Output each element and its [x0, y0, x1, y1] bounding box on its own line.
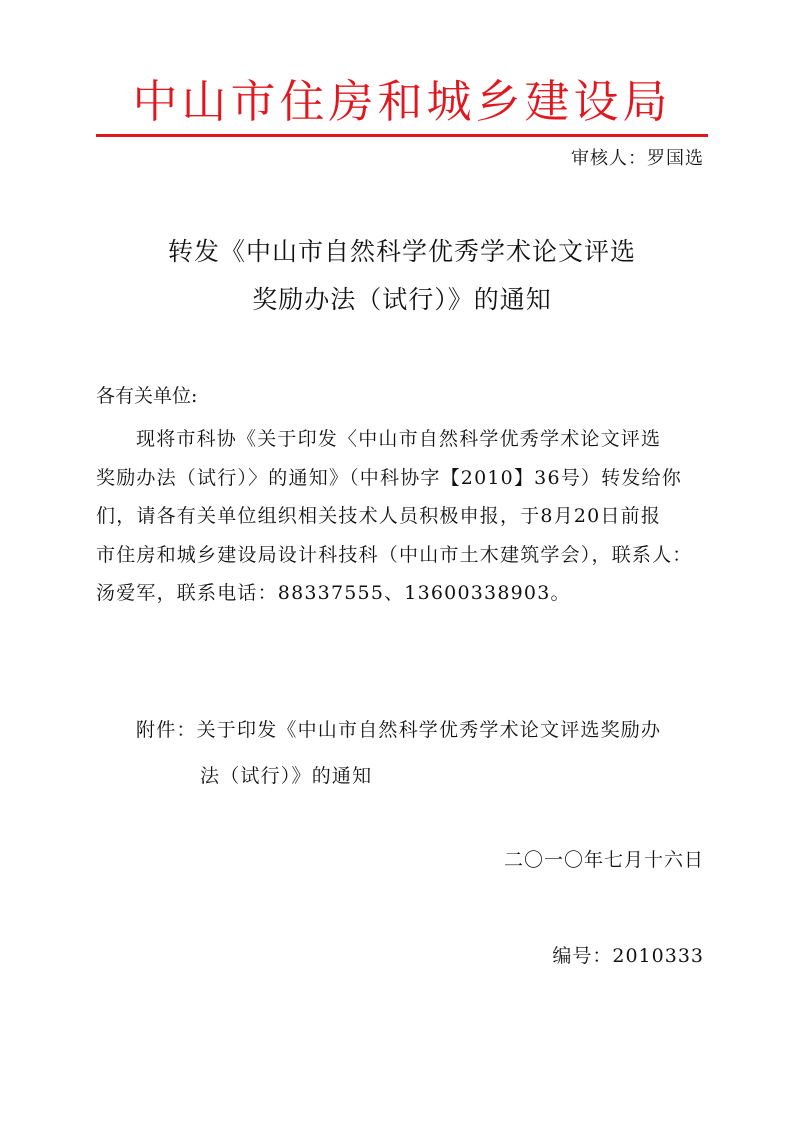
reviewer-line: 审核人：罗国选 [571, 148, 704, 169]
attachment-line-2: 法（试行）》的通知 [200, 765, 373, 787]
document-number: 编号：2010333 [552, 945, 704, 967]
attachment-line-1: 附件：关于印发《中山市自然科学优秀学术论文评选奖励办 [136, 719, 662, 741]
body-line: 们，请各有关单位组织相关技术人员积极申报，于8月20日前报 [96, 505, 662, 527]
body-paragraph [96, 420, 708, 613]
attachment-note [96, 707, 708, 799]
body-line: 奖励办法（试行）〉的通知》（中科协字【2010】36号）转发给你 [96, 466, 682, 489]
issue-date: 二〇一〇年七月十六日 [503, 849, 704, 871]
body-line: 现将市科协《关于印发〈中山市自然科学优秀学术论文评选 [136, 428, 662, 450]
salutation: 各有关单位: [96, 385, 198, 407]
document-title [96, 228, 708, 324]
red-header-rule [96, 134, 708, 137]
body-line: 市住房和城乡建设局设计科技科（中山市土木建筑学会），联系人： [96, 543, 693, 566]
agency-masthead: 中山市住房和城乡建设局 [132, 75, 672, 128]
title-line-2: 奖励办法（试行）》的通知 [252, 285, 552, 314]
body-line: 汤爱军，联系电话：88337555、13600338903。 [96, 582, 571, 604]
title-line-1: 转发《中山市自然科学优秀学术论文评选 [167, 237, 636, 266]
